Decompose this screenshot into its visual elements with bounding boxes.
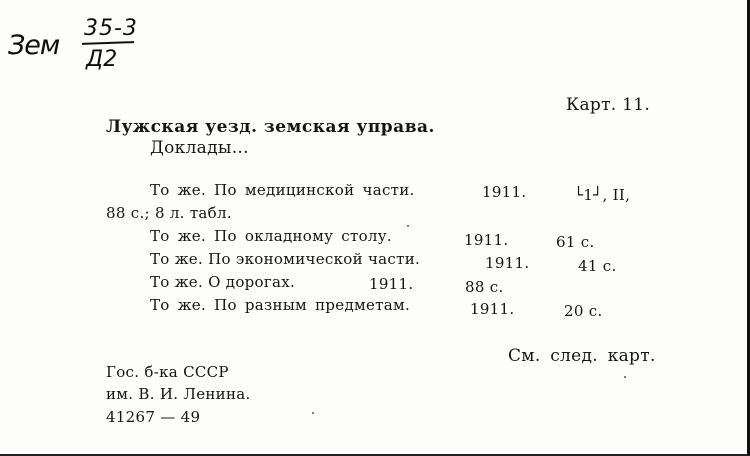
- handwritten-denominator: Д2: [86, 47, 118, 72]
- continuation-note: См. след. карт.: [508, 346, 656, 366]
- library-stamp-line1: Гос. б-ка СССР: [106, 363, 229, 381]
- heading-subtitle: Доклады...: [150, 138, 249, 158]
- heading-title: Лужская уезд. земская управа.: [106, 117, 435, 137]
- entry-text: То же. По окладному столу.: [150, 227, 392, 245]
- library-stamp-line2: им. В. И. Ленина.: [106, 385, 251, 403]
- entry-year: 1911.: [470, 300, 515, 318]
- entry-year: 1911.: [369, 275, 414, 293]
- entry-text: То же. О дорогах.: [150, 273, 296, 291]
- entry-text: То же. По медицинской части.: [150, 181, 415, 199]
- ink-speck: [407, 225, 409, 227]
- ink-speck: [624, 376, 626, 378]
- entry-extent: 61 с.: [556, 233, 595, 251]
- card-number: Карт. 11.: [566, 95, 651, 115]
- entry-extent: 88 с.: [465, 278, 504, 296]
- entry-year: 1911.: [482, 183, 527, 201]
- handwritten-numerator: 35-3: [84, 16, 138, 41]
- entry-text: То же. По экономической части.: [150, 250, 421, 268]
- entry-extent: 41 с.: [578, 257, 617, 275]
- ink-speck: [312, 412, 314, 414]
- entry-year: 1911.: [464, 231, 509, 249]
- entry-text: 88 с.; 8 л. табл.: [106, 204, 232, 222]
- handwritten-fraction-line: [82, 41, 134, 45]
- library-stamp-line3: 41267 — 49: [106, 408, 201, 426]
- entry-text: То же. По разным предметам.: [150, 296, 411, 314]
- entry-year: 1911.: [485, 254, 530, 272]
- handwritten-prefix: Зем: [8, 30, 60, 61]
- entry-extent: └1┘, II,: [574, 186, 631, 204]
- entry-extent: 20 с.: [564, 302, 603, 320]
